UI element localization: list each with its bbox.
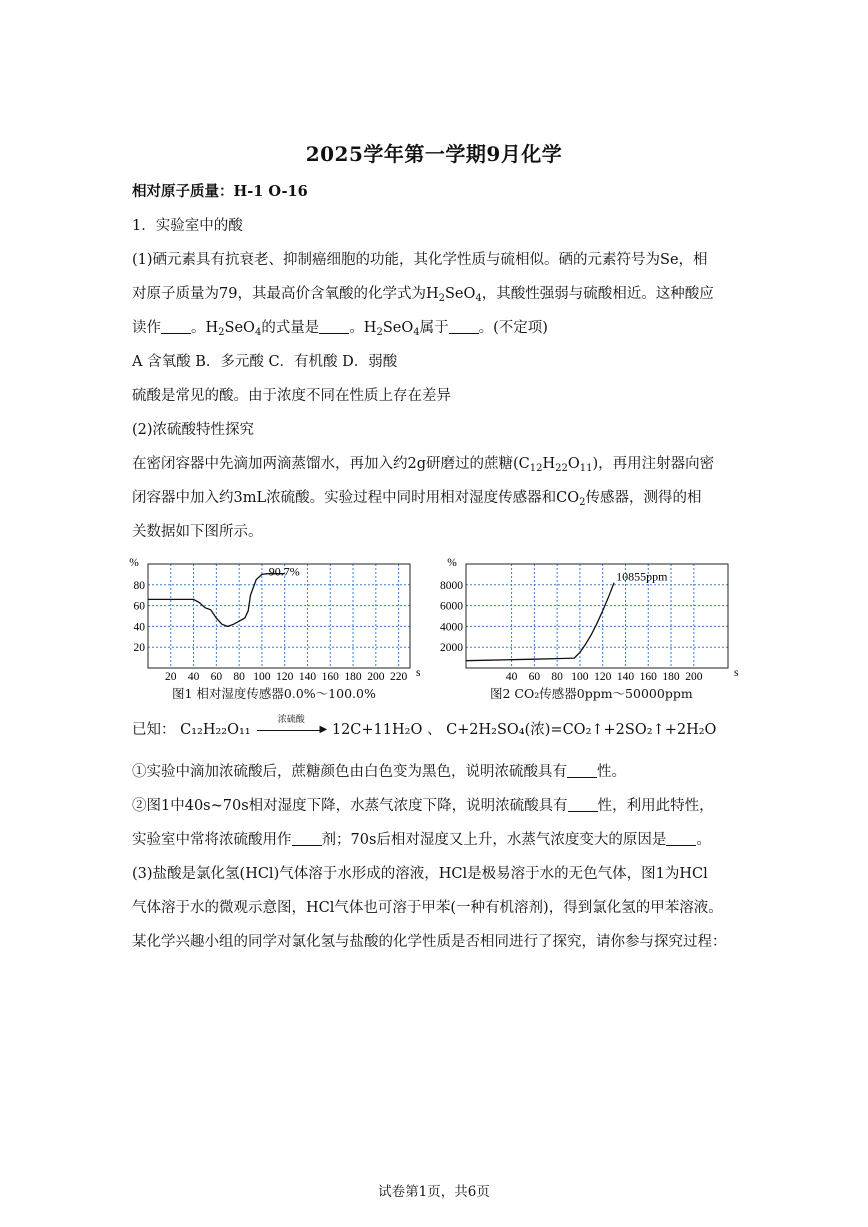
y-tick-label: 40: [133, 621, 145, 634]
peak-annotation: 90.7%: [268, 564, 300, 579]
y-axis-label: %: [129, 557, 139, 569]
answer-blank[interactable]: [666, 831, 696, 846]
paragraph-experiment-line-1: 在密闭容器中先滴加两滴蒸馏水，再加入约2g研磨过的蔗糖$(C_{12}H_{22}O_{11})$，再用注射器向密: [132, 456, 715, 474]
x-axis-label: s: [734, 667, 739, 679]
x-tick-label: 80: [551, 671, 563, 682]
x-tick-label: 40: [505, 671, 518, 682]
question-2-b-line-2: 实验室中常将浓硫酸用作 剂；70s后相对湿度又上升，水蒸气浓度变大的原因是 。: [132, 832, 711, 848]
question-3-line-1: (3)盐酸是氯化氢(HCl)气体溶于水形成的溶液，HCl是极易溶于水的无色气体，图1为HCl: [132, 866, 708, 882]
question-1-heading: 1．实验室中的酸: [132, 218, 243, 234]
question-2-b-line-1: ②图1中40s~70s相对湿度下降，水蒸气浓度下降，说明浓硫酸具有 性，利用此特性，: [132, 798, 714, 814]
y-tick-label: 20: [133, 642, 145, 655]
x-tick-label: 60: [210, 671, 223, 682]
y-tick-label: 6000: [440, 600, 463, 613]
x-tick-label: 120: [594, 671, 612, 682]
reaction-arrow: 浓硫酸 ▶: [255, 720, 327, 740]
humidity-chart: [118, 552, 428, 682]
y-tick-label: 8000: [440, 579, 463, 592]
answer-blank[interactable]: [292, 831, 322, 846]
answer-blank[interactable]: [567, 763, 597, 778]
answer-blank[interactable]: [568, 797, 598, 812]
x-tick-label: 80: [233, 671, 245, 682]
paragraph-selenium-line-1: (1)硒元素具有抗衰老、抑制癌细胞的功能，其化学性质与硫相似。硒的元素符号为Se，相: [132, 252, 708, 268]
x-tick-label: 220: [389, 671, 408, 682]
question-3-line-2: 气体溶于水的微观示意图，HCl气体也可溶于甲苯(一种有机溶剂)，得到氯化氢的甲苯溶液。: [132, 900, 723, 916]
x-tick-label: 140: [616, 671, 635, 682]
answer-blank[interactable]: [319, 319, 349, 334]
question-2-a: ①实验中滴加浓硫酸后，蔗糖颜色由白色变为黑色，说明浓硫酸具有 性。: [132, 764, 626, 780]
x-tick-label: 160: [321, 671, 339, 682]
series-line: [466, 583, 614, 661]
x-tick-label: 140: [298, 671, 317, 682]
peak-annotation: 10855ppm: [616, 569, 668, 584]
answer-blank[interactable]: [161, 319, 191, 334]
paragraph-experiment-line-3: 关数据如下图所示。: [132, 524, 263, 540]
y-tick-label: 4000: [440, 621, 463, 634]
answer-options: A 含氧酸 B．多元酸 C．有机酸 D．弱酸: [132, 354, 398, 370]
x-tick-label: 120: [276, 671, 294, 682]
chart-2-caption: 图2 CO₂传感器0ppm～50000ppm: [490, 686, 693, 701]
known-equations: 已知： C₁₂H₂₂O₁₁ 浓硫酸 ▶ 12C+11H₂O 、 C+2H₂SO₄(浓)=CO₂↑+2SO₂↑+2H₂O: [132, 715, 717, 738]
question-3-line-3: 某化学兴趣小组的同学对氯化氢与盐酸的化学性质是否相同进行了探究，请你参与探究过程：: [132, 934, 727, 950]
x-tick-label: 100: [253, 671, 271, 682]
x-tick-label: 200: [367, 671, 385, 682]
x-tick-label: 180: [662, 671, 680, 682]
paragraph-selenium-line-3: 读作 。$H_2SeO_4$的式量是 。$H_2SeO_4$属于 。(不定项): [132, 320, 548, 338]
x-axis-label: s: [416, 667, 421, 679]
x-tick-label: 100: [571, 671, 589, 682]
atomic-mass-note: 相对原子质量：H-1 O-16: [132, 183, 308, 200]
y-tick-label: 2000: [440, 642, 463, 655]
arrow-head-icon: ▶: [319, 724, 328, 735]
y-tick-label: 80: [133, 579, 145, 592]
page-title: 2025学年第一学期9月化学: [305, 142, 563, 166]
x-tick-label: 60: [528, 671, 541, 682]
plot-frame: [466, 564, 728, 668]
page-footer: 试卷第1页，共6页: [378, 1184, 490, 1200]
x-tick-label: 200: [685, 671, 703, 682]
x-tick-label: 20: [165, 671, 177, 682]
x-tick-label: 40: [187, 671, 200, 682]
co2-chart: [436, 552, 746, 682]
x-tick-label: 160: [639, 671, 657, 682]
paragraph-experiment-line-2: 闭容器中加入约3mL浓硫酸。实验过程中同时用相对湿度传感器和$CO_2$传感器，测得的相: [132, 490, 702, 508]
y-tick-label: 60: [133, 600, 145, 613]
paragraph-selenium-line-2: 对原子质量为79，其最高价含氧酸的化学式为$H_2SeO_4$，其酸性强弱与硫酸相近。这种酸应: [132, 286, 714, 304]
question-2-heading: (2)浓硫酸特性探究: [132, 422, 255, 438]
answer-blank[interactable]: [449, 319, 479, 334]
sulfuric-acid-intro: 硫酸是常见的酸。由于浓度不同在性质上存在差异: [132, 388, 451, 404]
y-axis-label: %: [447, 557, 457, 569]
plot-frame: [148, 564, 410, 668]
x-tick-label: 180: [344, 671, 362, 682]
chart-1-caption: 图1 相对湿度传感器0.0%～100.0%: [172, 686, 376, 701]
